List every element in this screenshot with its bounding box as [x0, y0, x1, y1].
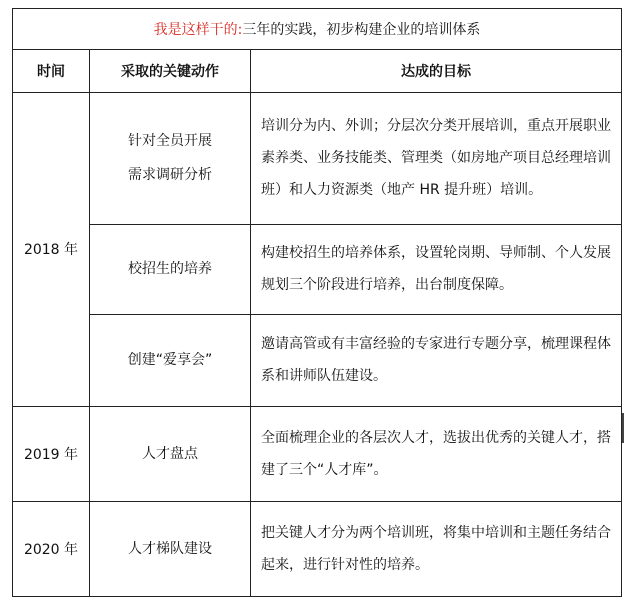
action-cell	[90, 92, 251, 224]
table-row	[13, 501, 622, 596]
year-cell: 2020 年	[13, 501, 90, 596]
table-title	[13, 9, 622, 50]
action-line: 需求调研分析	[128, 167, 212, 184]
goal-cell: 把关键人才分为两个培训班，将集中培训和主题任务结合起来，进行针对性的培养。	[251, 501, 622, 596]
table-row	[13, 224, 622, 314]
table-row	[13, 406, 622, 501]
action-line: 针对全员开展	[128, 133, 212, 150]
title-prefix: 我是这样干的:	[153, 22, 243, 39]
training-system-table	[12, 8, 622, 597]
goal-cell: 全面梳理企业的各层次人才，选拔出优秀的关键人才，搭建了三个“人才库”。	[251, 406, 622, 501]
header-time: 时间	[13, 50, 90, 92]
title-text: 三年的实践，初步构建企业的培训体系	[242, 22, 481, 39]
header-goal: 达成的目标	[251, 50, 622, 92]
action-cell: 校招生的培养	[90, 224, 251, 314]
action-cell: 人才梯队建设	[90, 501, 251, 596]
edge-mark	[622, 413, 624, 443]
goal-cell: 构建校招生的培养体系，设置轮岗期、导师制、个人发展规划三个阶段进行培养，出台制度保障。	[251, 224, 622, 314]
action-cell: 创建“爱享会”	[90, 314, 251, 406]
year-cell: 2019 年	[13, 406, 90, 501]
goal-cell: 培训分为内、外训；分层次分类开展培训，重点开展职业素养类、业务技能类、管理类（如房地产项目总经理培训班）和人力资源类（地产 HR 提升班）培训。	[251, 92, 622, 224]
year-cell: 2018 年	[13, 92, 90, 406]
goal-cell: 邀请高管或有丰富经验的专家进行专题分享，梳理课程体系和讲师队伍建设。	[251, 314, 622, 406]
table-row	[13, 92, 622, 224]
header-action: 采取的关键动作	[90, 50, 251, 92]
action-cell: 人才盘点	[90, 406, 251, 501]
table-row	[13, 314, 622, 406]
